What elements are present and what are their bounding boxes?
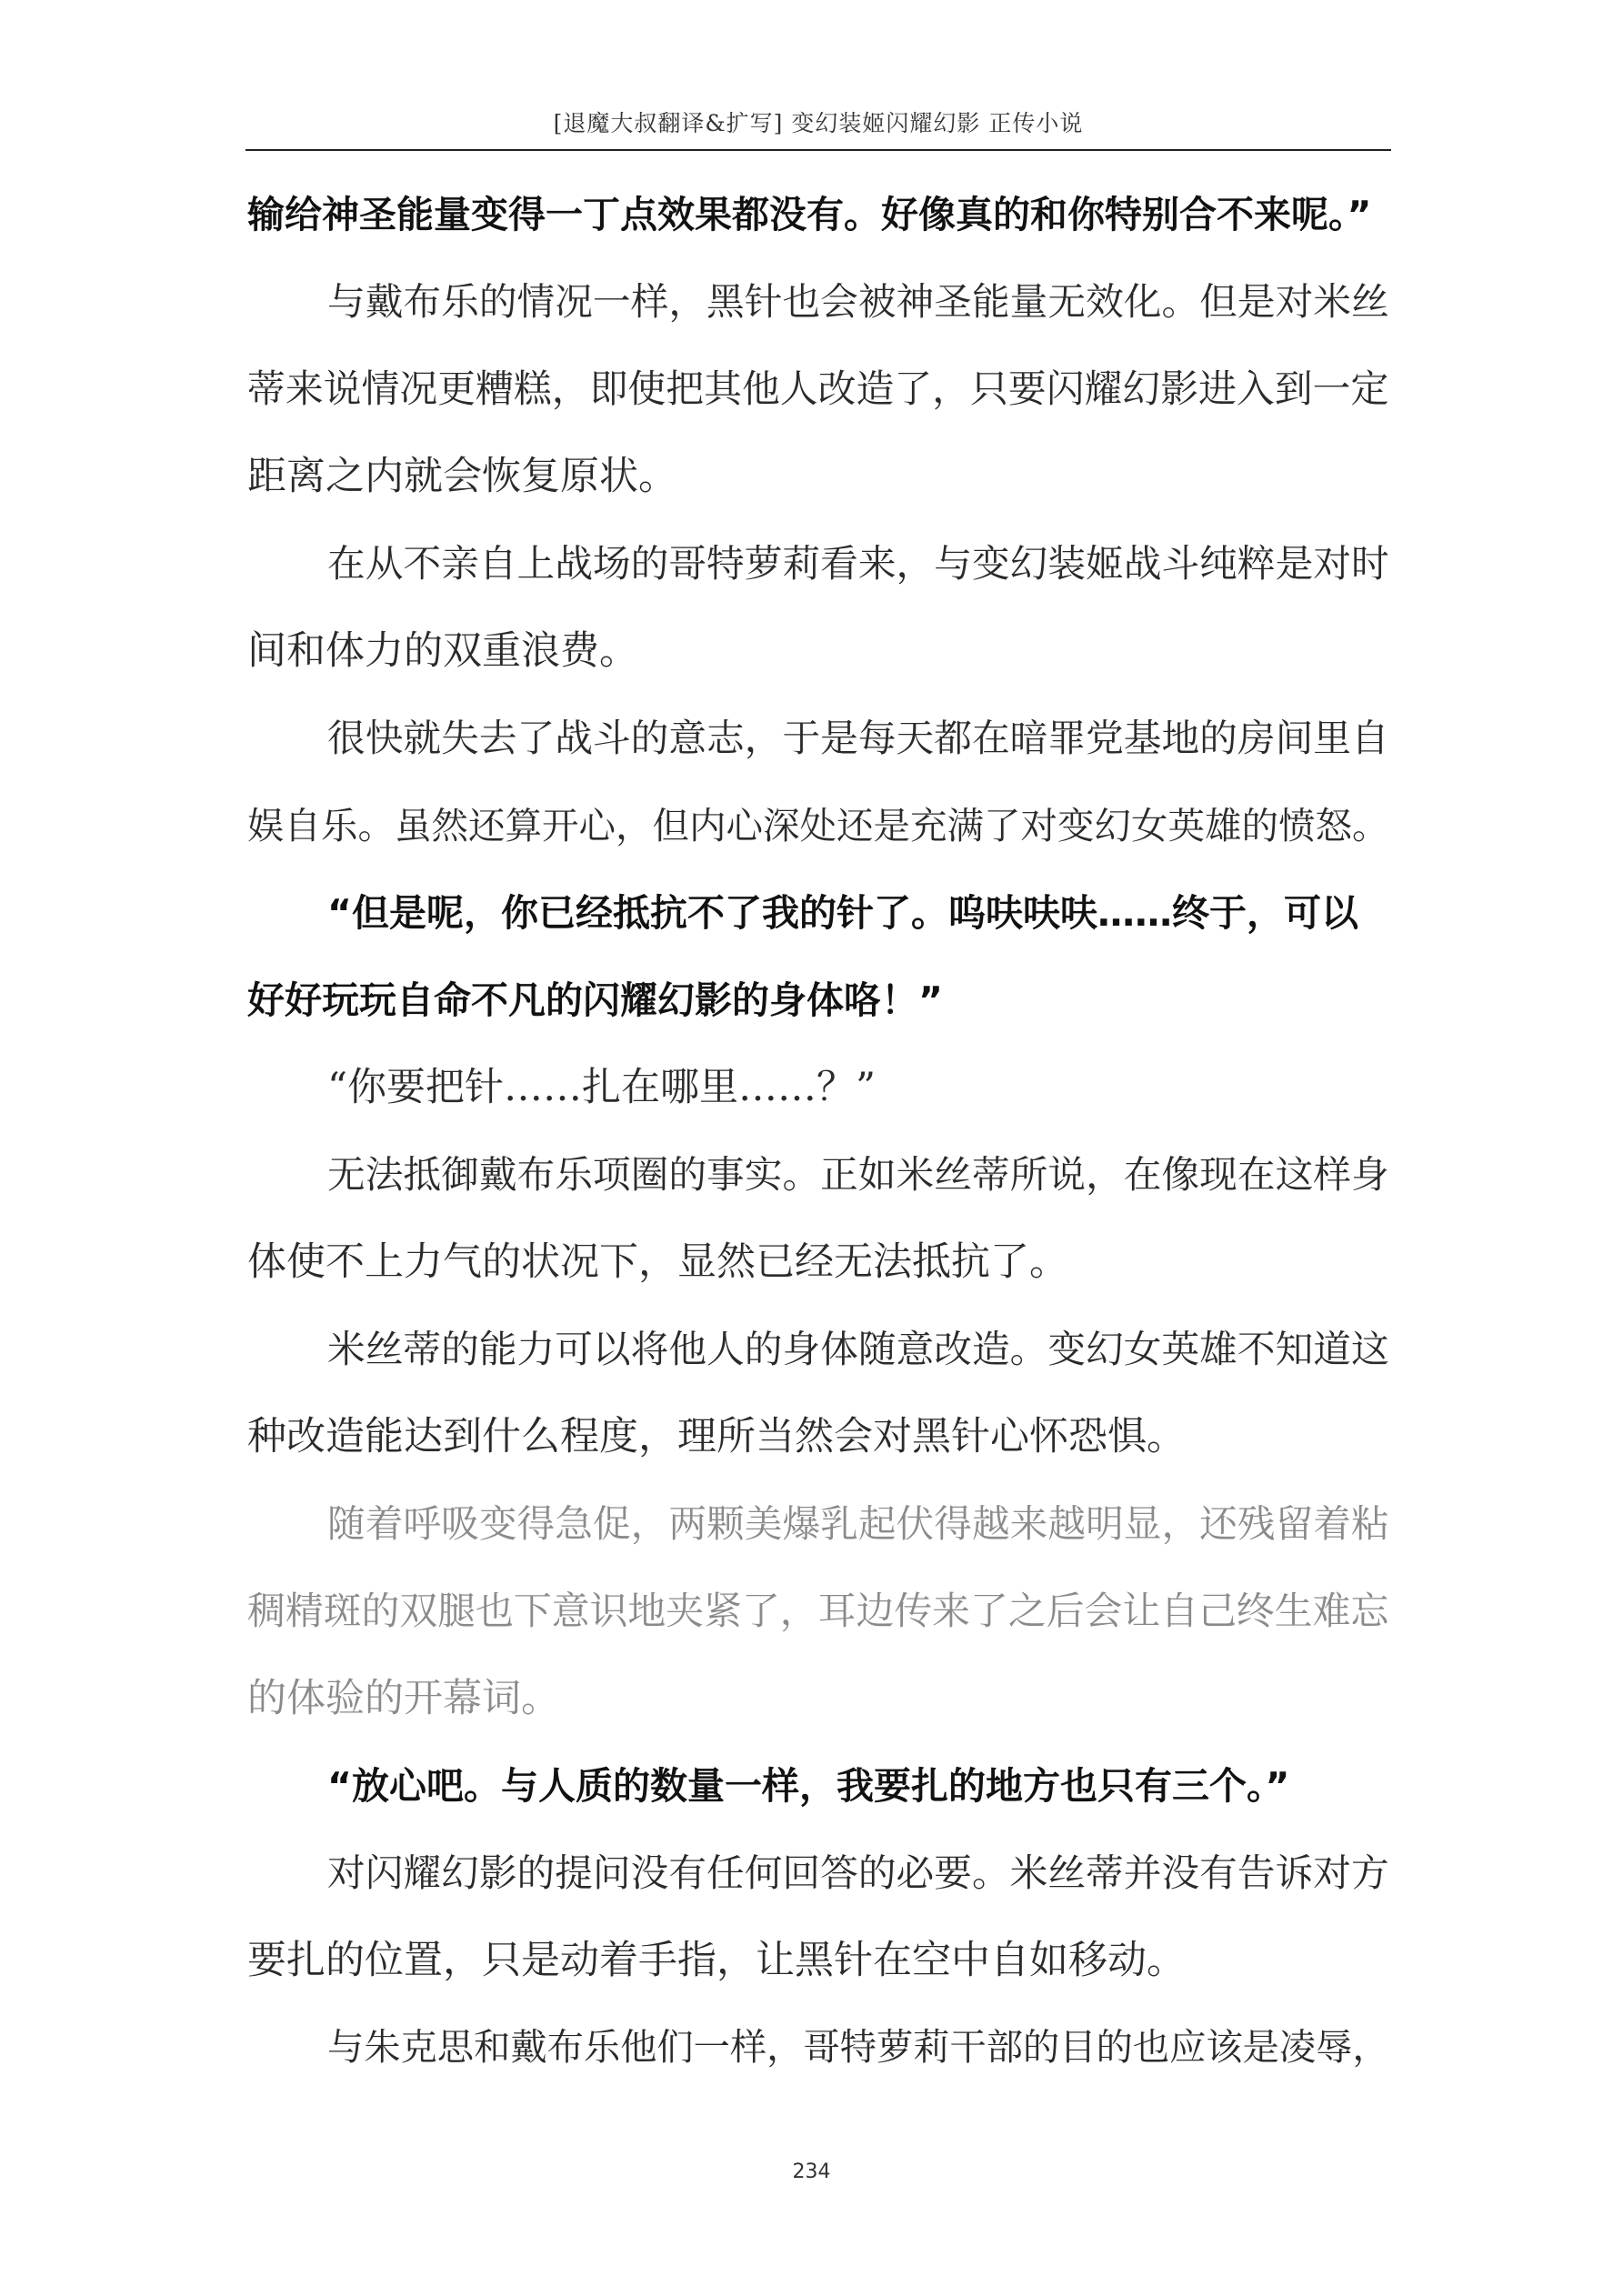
- text-line: 间和体力的双重浪费。: [247, 628, 638, 674]
- page-number: 234: [792, 2161, 831, 2183]
- text-line: 体使不上力气的状况下，显然已经无法抵抗了。: [247, 1239, 1068, 1285]
- text-line: 输给神圣能量变得一丁点效果都没有。好像真的和你特别合不来呢。”: [247, 193, 1372, 236]
- body-text: [247, 171, 1395, 2091]
- header-divider: [245, 149, 1391, 151]
- text-line: 要扎的位置，只是动着手指，让黑针在空中自如移动。: [247, 1938, 1186, 1983]
- text-line: 与戴布乐的情况一样，黑针也会被神圣能量无效化。但是对米丝: [327, 279, 1389, 324]
- text-line: 的体验的开幕词。: [247, 1676, 560, 1721]
- text-line: 无法抵御戴布乐项圈的事实。正如米丝蒂所说，在像现在这样身: [327, 1152, 1389, 1197]
- text-line: 稠精斑的双腿也下意识地夹紧了，耳边传来了之后会让自己终生难忘: [247, 1589, 1389, 1633]
- text-line: 娱自乐。虽然还算开心，但内心深处还是充满了对变幻女英雄的愤怒。: [247, 804, 1389, 847]
- text-line: 对闪耀幻影的提问没有任何回答的必要。米丝蒂并没有告诉对方: [327, 1850, 1389, 1895]
- text-line: “放心吧。与人质的数量一样，我要扎的地方也只有三个。”: [327, 1764, 1290, 1808]
- text-line: 距离之内就会恢复原状。: [247, 454, 677, 499]
- text-line: 好好玩玩自命不凡的闪耀幻影的身体咯！”: [247, 978, 943, 1022]
- running-header: [退魔大叔翻译&扩写] 变幻装姬闪耀幻影 正传小说: [553, 110, 1084, 136]
- text-line: 与朱克思和戴布乐他们一样，哥特萝莉干部的目的也应该是凌辱，: [327, 2027, 1389, 2069]
- text-line: 很快就失去了战斗的意志，于是每天都在暗罪党基地的房间里自: [327, 716, 1389, 760]
- text-line: 蒂来说情况更糟糕，即使把其他人改造了，只要闪耀幻影进入到一定: [247, 366, 1389, 411]
- text-line: “但是呢，你已经抵抗不了我的针了。呜呋呋呋……终于，可以: [327, 891, 1358, 935]
- text-line: 米丝蒂的能力可以将他人的身体随意改造。变幻女英雄不知道这: [327, 1327, 1389, 1371]
- text-line: 随着呼吸变得急促，两颗美爆乳起伏得越来越明显，还残留着粘: [327, 1501, 1389, 1546]
- text-line: “你要把针……扎在哪里……？”: [327, 1065, 876, 1110]
- text-line: 种改造能达到什么程度，理所当然会对黑针心怀恐惧。: [247, 1414, 1186, 1459]
- text-line: 在从不亲自上战场的哥特萝莉看来，与变幻装姬战斗纯粹是对时: [327, 541, 1389, 586]
